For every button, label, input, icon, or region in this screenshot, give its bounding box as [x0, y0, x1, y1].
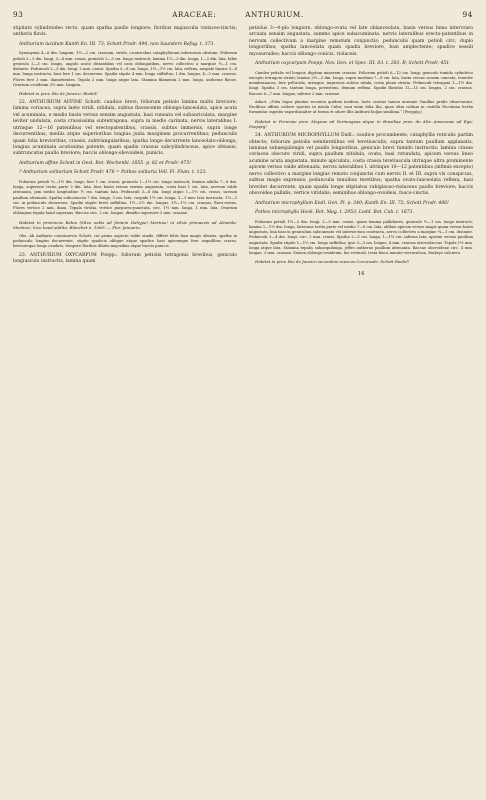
citation-line: Anthurium lucidum Kunth En. III. 73; Schott Prodr. 494, non Saunders Refug. t. 373.: [19, 41, 215, 47]
species-entry-heading: 24. ANTHURIUM MICROPHYLLUM Endl.: caudice procumbente, cataphyllis reticulis partim obtecto; foliorum petiolis semiteretibus vel teretiusculis, supra tantum paullum applanatis, laminae subaequilongis vel paullo longioribus, geniculo brevi tumido instructis; lamina crasse coriacea obscure viridi, supra paullum nitidula, ovata, basi rotundata, apicem versus lineo acumine acuta angustata, minute apiculata, costa crassa teretiuscula utrinque ultra prominente apicem versus valde attenuata, nervis lateralibus I. utrinque 10—12 patentibus (infimis excepto) nervo collectivo a margine longius remoto conjunctis cum nervis II. et III. supra vix conspicuis, subtus magis expressis; pedunculis tenuibus teretibus; spatha ovato-lanceolata reflexa, basi breviter decurrente, quam spadix longe stipitatus rubiginoso-violaceus paullo breviore; baccis obovoideo pallidis, vertice viridulis; seminibus oblongo-ovoideis, fusco-cinctis.: [249, 133, 473, 197]
citation-line: ? Anthurium solitarium Schott Prodr. 478 = Pothos solitaria Vell. Fl. Flum. t. 123.: [19, 170, 207, 176]
genus-title: ANTHURIUM.: [245, 10, 304, 19]
description-paragraph: Obs. Ab Anthurio crassinervio Schott, cui primo aspectu valde simile, differt foliis basi magis obtusis, spatha in pedunculo longius decurrente, stipite spadicis oblique atque spadice basi apicemque fere aequilibus crasso, brevioreque longe caudato, tempore floribus dilutis majoribus atque baccis punicis.: [13, 233, 237, 249]
description-paragraph: Synonymia 4—6 dm. longum, 1½—2 cm. crassum, viride, cicatricibus cataphyllorum inferiorum obsitum. Foliorum petioli 2—3 dm. longi, 3—4 mm. crassi, geniculo 2—3 cm. longo instructi; lamina 1½—3 dm. longa, 1—2 dm. lata, bibis geniculo 2—3 cm. longis, angulo acuto distantibus vel usus oblongatibus, nervo collectivo a margine ½—1 cm. distante. Pedunculi 2—3 dm. longi, 2 mm. crassi. Spatha 5—8 cm. longa, 1½—1½ cm. lata, reflexa, nuspide lineari 3—4 mm. longa instructa, basi fere 1 cm. decurrens. Spadix stipite 4 mm. longo suffultus, 1 dm. longus, 4—5 mm. crassus. Flores fere 3 mm. diametientes. Tepala 2 mm. longa atque lata. Stamina filamenta 2 mm. longa, antherae flavae. Ovarium ovoideum 2½ mm. longum.: [13, 51, 237, 87]
description-paragraph: Foliorum petioli 1½—3 dm. longi, 2—3 mm. crassi, quam lamina pallidiores, geniculo ½—1 cm. longo instructi; lamina 1—1½ dm. longa, laterione tertia parte vel medio 7—8 cm. lata, ablbae apicem versus magis quam versus basin angustata, lma basi in geniculum subcuneato vel intersectum contracta, nervo collectivo a margine ¼—1 cm. distante. Pedunculi 3—4 dm. longi, circ. 2 mm. crassi. Spatha 2—3 cm. longa, 1—1½ cm. inferna lata, apicem versus paullum angustata. Spadix stipite 1—1½ cm. longo suffultus, ipse 3—3 cm. longus, 4 mm. crassus atroviolaceus. Tepala 1½ mm. longa atque lata. Stamina tepalis subaequilonga, jeffro antherae paullum attenuata. Baccae obovoideae circ. 4 mm. longae, 3 mm. crassae. Semen oblongo-ovoideum, bis verticali, testa fusca minute verruculosa. Embryo calcareo.: [249, 219, 474, 255]
text-columns: [13, 26, 473, 278]
description-paragraph: Adnot. „Folia hujus plantae recentia quidem inodora, lacte cicutae tamen aromate Vanillae pridie observantur. Pacificus affinis culture species in insula Cuba; cuni enim folia Ilia, quae olim cultum in cistella Nicotiana herba furmentai vapeitis vaporibusalter ut forma et odore illis Antburii boljas similima.“ (Poeppig.): [249, 99, 473, 115]
left-column: [13, 26, 237, 278]
citation-line: Anthurium affine Schott in Oest. Bot. Wochenbl. 1855. p. 82 et Prodr. 475!: [19, 160, 192, 166]
description-paragraph: Caudex pedalis vel longior, digitum minorem crassus. Foliorum petioli 6—12 cm. longi, geniculo tumido cylindrico excepto tetragoni striati; lamina 2½—3 dm. longa, supra medium 7—8 cm. lata, basin versus sensim cuneata, tenuiter membranacea, fere pellucida, utrinque, impressis subtus nitida, costa plana striata. Pedunculi tetragoni 1—1½ dm. longi. Spatha 3 cm. tantum longa, persistens, demum reflexa. Spadix flavidus 12—15 cm. longus, 2 cm. crassus. Baccae 6—7 mm. longae, inferne 2 mm. crassae.: [249, 70, 473, 96]
habitat-line: Habitat in Peruviae prov. Maynas ad Yurimaguas atque in Brasiliae prov. do Alto Amazonas ad Ega: Poeppig!: [249, 118, 473, 130]
continuation-paragraph: stipitato cylindroideo recto, quam spatha paullo longiore; floribus majusculis violaceo-tinctis; antheris flavis.: [13, 26, 237, 38]
running-header: [13, 10, 473, 22]
species-entry-heading: 22. ANTHURIUM AFFINE Schott: caudice brevi; foliorum petiolo lamina multo breviore; lamina coriacea, supra laete viridi, nitidula, subtus flavescente oblongo-lanceolata, apice acuta vel acuminata, e medio basin versus sensim angustata, basi cuneata vel subauriculata, margine leviter undulata, costa crassissima subtetragona, supra in medio carinata, nervis lateralibus I. utrinque 12—16 patentibus vel erectopatentibus, crassis, subtus immersis, supra longe decurrentibus, mediis atque superioribus longius juxta marginem procurrentibus; pedunculis quam folia brevioribus, crassis, subtriangularibus; spatha longe decurrente lanceolato-oblonga, longius acuminata acutissima patente, quam spadix crassus subcylindraceus, apice obtusus, subtruncatus paullo breviore; baccis oblongo-obovoideis, punicis.: [13, 99, 237, 157]
citation-line: Pothos microphylla Hook. Bot. Mag. t. 2953; Lodd. Bot. Cab. t. 1673.: [255, 210, 414, 216]
citation-line: Anthurium oxycarpum Poepp. Nov. Gen. et Spec. III. 83. t. 283. B; Schott Prodr. 451.: [255, 61, 451, 67]
page-number-left: 93: [13, 10, 24, 19]
habitat-line: Habitat in provinciis Bahia (Silva nobis ad fontem Itahype) Martius! in silvis primaevis ad Almeida: Martius!; loco haud addito: Blanchet n. 1065! — Flor. Januario.: [13, 219, 237, 231]
family-title: ARACEAE:: [172, 10, 217, 19]
right-column: [249, 26, 473, 278]
continuation-paragraph: petiolus 3—4-plo longiore, oblongo-ovata vel late oblanceolata, basin versus linea intervraro arcuata sensim angustata, summo apice subacuminata, nervis lateralibus erecto-patentibus in nervum collectivum a margine remotum conjunctis; pedunculis quam petioli circ. duplo longioribus; spatha lanceolata quam spadix breviore, basi amplectente; spadice sessili myosuroideo; baccis oblongo-conicis, violaceis.: [249, 26, 473, 57]
page-number-right: 94: [462, 10, 473, 19]
habitat-line: Habitat in prov. Rio de Janeiro: Riedel!: [19, 91, 98, 97]
description-paragraph: Foliorum petioli ½—1½ dm. longi, fere 1 cm. crassi, geniculo 1—1½ cm. longo instructi; lamina adulta 7—8 dm. longa, superiore tertia parte 2 dm. lata, hinc basin versus sensim angustata, costa basi 1 cm. lata, nervum valde attenuata, jam medio longitudine ½ cm. tantum lata. Pedunculi 3—6 dm. longi atque 1—1½ cm. crassi, sursum paullum attenuati. Spatha subcoriacea 7 dm. longa, 3 cm. lata, cuspide 1½ cm. longa, 2—3 mm. lata instructa, 1½—2 cm. in pedunculo decurrens. Spadix stipite brevi suffultus, 1½—1½ dm. longus, 1½—1½ cm. crassus, flavo-virens. Flores vertice 2 mm. diam. Tepala viridia, vertice purpureo-punctata, circ. 1½ mm. longa, 1 mm. lata. Ovarium oblongum tepala haud superans. Baccae circ. 2 cm. longae, dimidio superiore 3 mm. crassae.: [13, 179, 237, 216]
citation-line: Anthurium microphyllum Endl. Gen. Pl. p. 240; Kunth En. III. 72; Schott Prodr. 486!: [255, 200, 449, 206]
habitat-line: Habitat in prov. Rio de Janeiro secundum muscos Corcovadc: Schott Riedel!: [255, 259, 410, 265]
species-entry-heading: 23. ANTHURIUM OXYCARPUM Poepp.: foliorum petiolis tetragonis brevibus, geniculo longiusculo instructis, lamina quam: [13, 252, 237, 265]
signature-mark: 14: [357, 270, 365, 277]
